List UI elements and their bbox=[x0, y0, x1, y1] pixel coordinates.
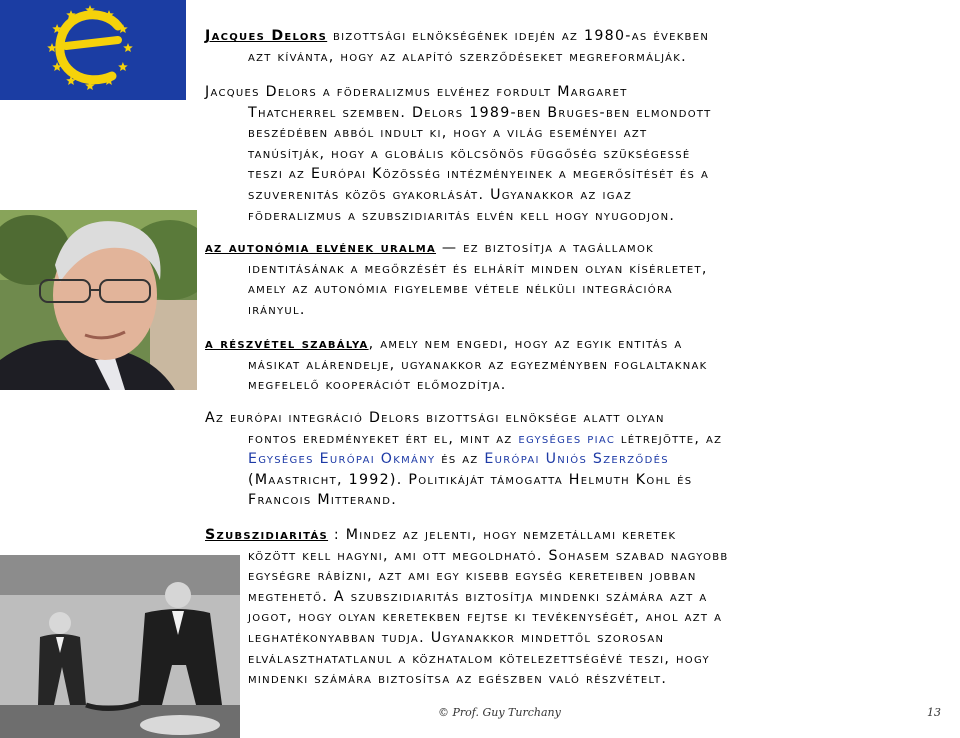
p5-line2-text: fontos eredményeket ért el, mint az bbox=[248, 430, 519, 447]
p6-line: elválaszthatatlanul a közhatalom kötelezettségévé teszi, hogy bbox=[248, 650, 710, 667]
jacques-delors-portrait-image bbox=[0, 210, 197, 390]
council-of-europe-logo bbox=[0, 0, 186, 100]
page-number: 13 bbox=[927, 706, 941, 719]
paragraph-autonomy-principle bbox=[205, 238, 953, 320]
p1-line2-text: azt kívánta, hogy az alapító szerződéseket megreformálják. bbox=[248, 48, 687, 65]
paragraph-subsidiarity bbox=[205, 525, 953, 690]
p6-line1-text: : Mindez az jelenti, hogy nemzetállami keretek bbox=[328, 527, 677, 543]
term-autonomy-principle: az autonómia elvének uralma bbox=[205, 240, 437, 256]
term-participation-rule: a részvétel szabálya bbox=[205, 336, 369, 352]
p6-line: között kell hagyni, ami ott megoldható. Sohasem szabad nagyobb bbox=[248, 547, 729, 564]
p5-line1: Az európai integráció Delors bizottsági elnöksége alatt olyan bbox=[205, 410, 665, 426]
p6-line: mindenki számára biztosítsa az egészben való részvételt. bbox=[248, 671, 668, 688]
p2-line: beszédében abból indult ki, hogy a világ eseményei azt bbox=[248, 125, 648, 142]
p2-line: szuverenitás közös gyakorlását. Ugyanakkor az igaz bbox=[248, 186, 633, 203]
p2-line: föderalizmus a szubszidiaritás elvén kell hogy nyugodjon. bbox=[248, 207, 676, 224]
p1-line1-text: bizottsági elnökségének idején az 1980-as években bbox=[327, 28, 710, 44]
paragraph-integration-results bbox=[205, 408, 953, 511]
p4-line: megfelelő kooperációt előmozdítja. bbox=[248, 377, 507, 394]
p5-line4: (Maastricht, 1992). Politikáját támogatta Helmuth Kohl és bbox=[248, 471, 693, 488]
paragraph-delors-reform bbox=[205, 26, 953, 67]
p2-line: Thatcherrel szemben. Delors 1989-ben Bruges-ben elmondott bbox=[248, 104, 712, 121]
footer-credit: © Prof. Guy Turchany bbox=[438, 706, 561, 719]
p6-line: egységre rábízni, azt ami egy kisebb egység kereteiben jobban bbox=[248, 568, 697, 585]
p2-line: Jacques Delors a föderalizmus elvéhez fordult Margaret bbox=[205, 84, 628, 100]
p3-line: identitásának a megőrzését és elhárít minden olyan kísérletet, bbox=[248, 260, 708, 277]
p5-line2-text-end: létrejötte, az bbox=[615, 430, 723, 447]
council-of-europe-logo-image bbox=[0, 0, 186, 100]
term-subsidiarity: Szubszidiaritás bbox=[205, 527, 329, 543]
p2-line: tanúsítják, hogy a globális kölcsönös függőség szükségessé bbox=[248, 145, 691, 162]
p5-line5: Francois Mitterand. bbox=[248, 492, 398, 509]
link-eu-treaty[interactable]: Európai Uniós Szerződés bbox=[484, 451, 669, 468]
p3-line: irányul. bbox=[248, 301, 306, 318]
p6-line: jogot, hogy olyan keretekben fejtse ki tevékenységét, ahol azt a bbox=[248, 609, 723, 626]
p5-line3-text: és az bbox=[435, 451, 485, 468]
p4-line: másikat alárendelje, ugyanakkor az egyezményben foglaltaknak bbox=[248, 356, 708, 373]
paragraph-participation-rule bbox=[205, 334, 953, 396]
link-single-european-act[interactable]: Egységes Európai Okmány bbox=[248, 451, 436, 468]
p3-line: amely az autonómia figyelembe vétele nélküli integrációra bbox=[248, 281, 673, 298]
paragraph-federalism-thatcher bbox=[205, 82, 953, 226]
p3-line1-text: — ez biztosítja a tagállamok bbox=[436, 240, 654, 256]
kohl-mitterrand-photo bbox=[0, 555, 240, 738]
p6-line: megtehető. A szubszidiaritás biztosítja mindenki számára azt a bbox=[248, 588, 708, 605]
p4-line1-text: , amely nem engedi, hogy az egyik entitás a bbox=[368, 336, 683, 352]
p2-line: teszi az Európai Közösség intézményeinek a megerősítését és a bbox=[248, 166, 710, 183]
link-single-market[interactable]: egységes piac bbox=[518, 430, 616, 447]
heading-jacques-delors: Jacques Delors bbox=[205, 28, 328, 44]
jacques-delors-photo bbox=[0, 210, 197, 390]
kohl-mitterrand-image bbox=[0, 555, 240, 738]
p6-line: leghatékonyabban tudja. Ugyanakkor mindettől szorosan bbox=[248, 629, 665, 646]
